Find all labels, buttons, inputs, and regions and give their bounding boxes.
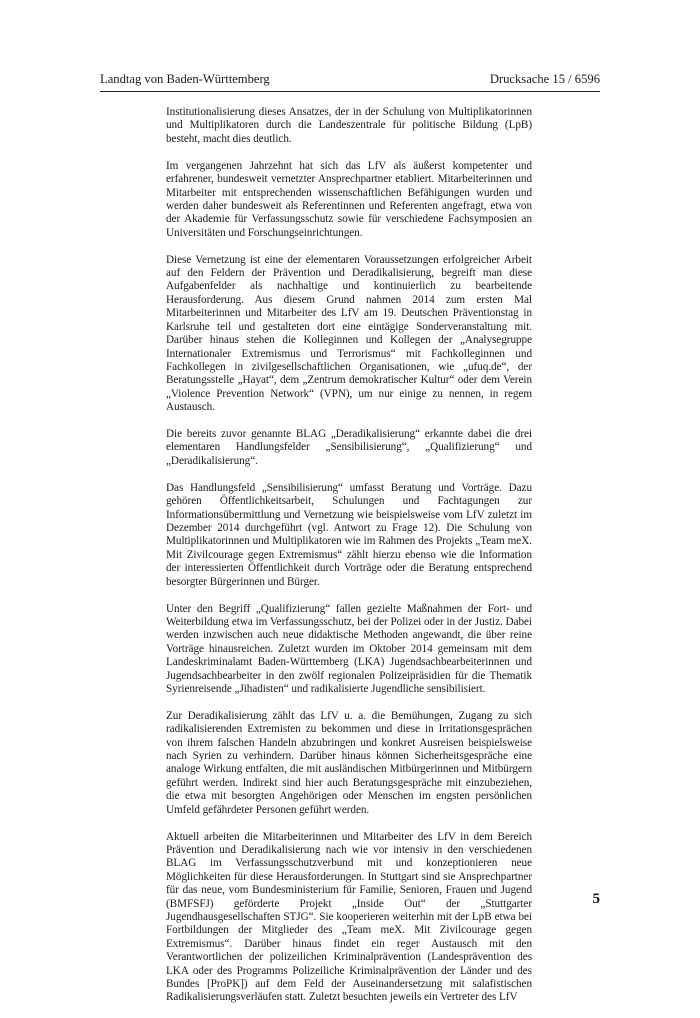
paragraph: Zur Deradikalisierung zählt das LfV u. a. die Bemühungen, Zugang zu sich radikalisierenden Extremisten zu bekommen und diese in Irritationsgesprächen von ihrem falschen Handeln abzubringen und konkret Ausreisen beispielsweise nach Syrien zu verhindern. Darüber hinaus können Sicherheitsgespräche eine analoge Wirkung entfalten, die mit ausländischen Mitbürgerinnen und Mitbürgern geführt werden. Indirekt sind hier auch Beratungsgespräche mit einzubeziehen, die etwa mit besorgten Angehörigen oder Menschen im engsten persönlichen Umfeld gefährdeter Personen geführt werden. bbox=[166, 709, 532, 816]
header-rule bbox=[100, 91, 600, 92]
paragraph: Aktuell arbeiten die Mitarbeiterinnen und Mitarbeiter des LfV in dem Bereich Prävention und Deradikalisierung nach wie vor intensiv in den verschiedenen BLAG im Verfassungsschutzverbund mit und konzeptionieren neue Möglichkeiten für diese Herausforderungen. In Stuttgart sind sie Ansprechpartner für das neue, vom Bundesministerium für Familie, Senioren, Frauen und Jugend (BMFSFJ) geförderte Projekt „Inside Out“ der „Stuttgarter Jugendhausgesellschaften STJG“. Sie kooperieren weiterhin mit der LpB etwa bei Fortbildungen der Mitglieder des „Team meX. Mit Zivilcourage gegen Extremismus“. Darüber hinaus findet ein reger Austausch mit den Verantwortlichen der polizeilichen Kriminalprävention (Landesprävention des LKA oder des Programms Polizeiliche Kriminalprävention der Länder und des Bundes [ProPK]) auf dem Feld der Auseinandersetzung mit salafistischen Radikalisierungsverläufen statt. Zuletzt besuchten jeweils ein Vertreter des LfV bbox=[166, 830, 532, 1004]
header-document-number: Drucksache 15 / 6596 bbox=[489, 72, 600, 86]
paragraph: Die bereits zuvor genannte BLAG „Deradikalisierung“ erkannte dabei die drei elementaren Handlungsfelder „Sensibilisierung“, „Qualifizierung“ und „Deradikalisierung“. bbox=[166, 428, 532, 467]
header-parliament: Landtag von Baden-Württemberg bbox=[100, 72, 270, 86]
paragraph: Das Handlungsfeld „Sensibilisierung“ umfasst Beratung und Vorträge. Dazu gehören Öffentlichkeitsarbeit, Schulungen und Fachtagungen zur Informationsübermittlung und Vernetzung wie beispielsweise vom LfV zuletzt im Dezember 2014 durchgeführt (vgl. Antwort zu Frage 12). Die Schulung von Multiplikatorinnen und Multiplikatoren wie im Rahmen des Projekts „Team meX. Mit Zivilcourage gegen Extremismus“ zählt hierzu ebenso wie die Information der interessierten Öffentlichkeit durch Vorträge oder die Beratung entsprechend besorgter Bürgerinnen und Bürger. bbox=[166, 481, 532, 588]
paragraph: Im vergangenen Jahrzehnt hat sich das LfV als äußerst kompetenter und erfahrener, bundesweit vernetzter Ansprechpartner etabliert. Mitarbeiterinnen und Mitarbeiter mit entsprechenden wissenschaftlichen Befähigungen wurden und werden daher bundesweit als Referentinnen und Referenten angefragt, etwa von der Akademie für Verfassungsschutz sowie für verschiedene Fachsymposien an Universitäten und Forschungseinrichtungen. bbox=[166, 159, 532, 239]
paragraph: Unter den Begriff „Qualifizierung“ fallen gezielte Maßnahmen der Fort- und Weiterbildung etwa im Verfassungsschutz, bei der Polizei oder in der Justiz. Dabei werden inzwischen auch neue didaktische Methoden angewandt, die über reine Vorträge hinausreichen. Zuletzt wurden im Oktober 2014 gemeinsam mit dem Landeskriminalamt Baden-Württemberg (LKA) Jugendsachbearbeiterinnen und Jugendsachbearbeiter in den zwölf regionalen Polizeipräsidien für die Thematik Syrienreisende „Jihadisten“ und radikalisierte Jugendliche sensibilisiert. bbox=[166, 602, 532, 695]
page-number: 5 bbox=[592, 891, 600, 907]
paragraph: Diese Vernetzung ist eine der elementaren Voraussetzungen erfolgreicher Arbeit auf den Feldern der Prävention und Deradikalisierung, begreift man diese Aufgabenfelder als nachhaltige und kontinuierlich zu bearbeitende Herausforderung. Aus diesem Grund nahmen 2014 zum ersten Mal Mitarbeiterinnen und Mitarbeiter des LfV am 19. Deutschen Präventionstag in Karlsruhe teil und gestalteten dort eine eintägige Sonderveranstaltung mit. Darüber hinaus stehen die Kolleginnen und Kollegen der „Analysegruppe Internationaler Extremismus und Terrorismus“ mit Fachkolleginnen und Fachkollegen in zivilgesellschaftlichen Organisationen, wie „ufuq.de“, der Beratungsstelle „Hayat“, dem „Zentrum demokratischer Kultur“ oder dem Verein „Violence Prevention Network“ (VPN), um nur einige zu nennen, in regem Austausch. bbox=[166, 253, 532, 414]
document-body bbox=[166, 106, 532, 1018]
paragraph: Institutionalisierung dieses Ansatzes, der in der Schulung von Multiplikatorinnen und Multiplikatoren durch die Landeszentrale für politische Bildung (LpB) besteht, macht dies deutlich. bbox=[166, 106, 532, 145]
page-header bbox=[100, 71, 600, 87]
